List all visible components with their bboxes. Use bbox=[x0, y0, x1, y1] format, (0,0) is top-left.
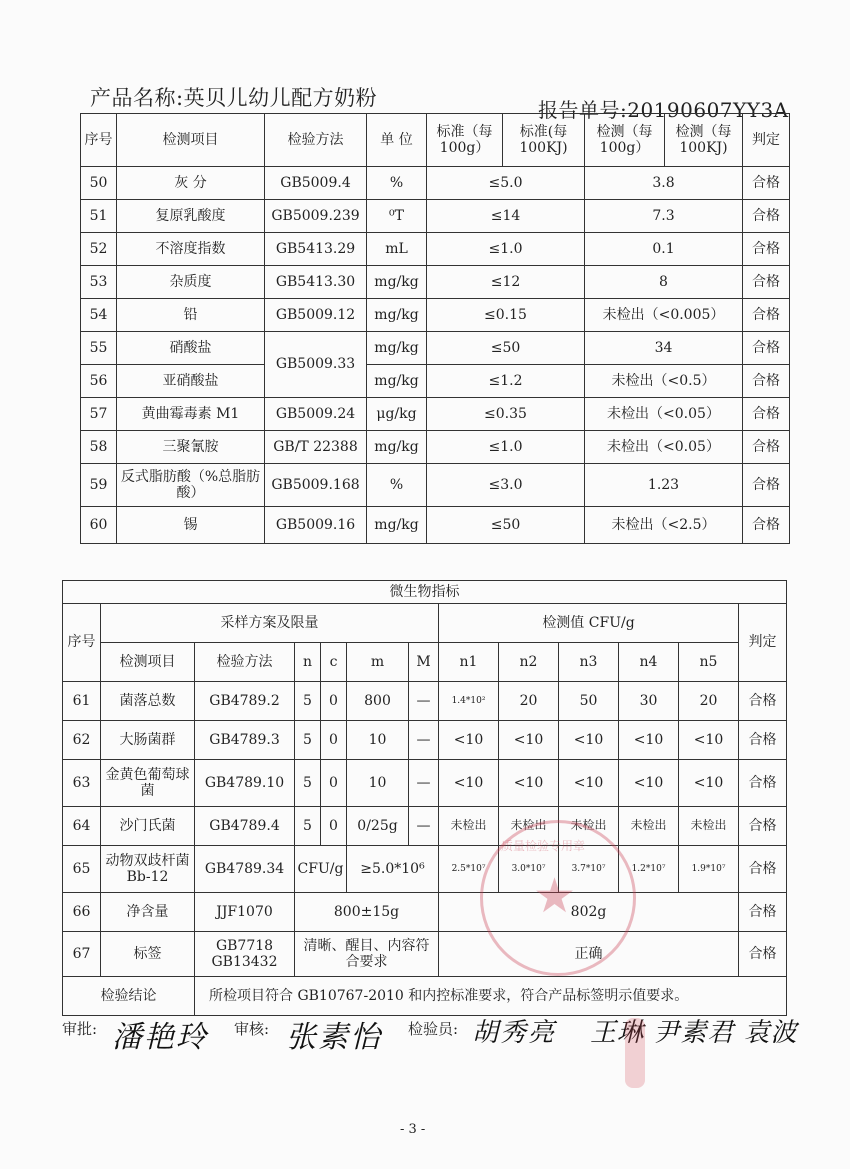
row-no: 64 bbox=[63, 807, 101, 846]
row-c: 0 bbox=[321, 807, 347, 846]
row-verdict: 合格 bbox=[743, 299, 790, 332]
row-method: GB4789.34 bbox=[195, 846, 295, 893]
row-std: ≤1.0 bbox=[427, 233, 585, 266]
row-verdict: 合格 bbox=[739, 760, 787, 807]
row-item: 动物双歧杆菌 Bb-12 bbox=[101, 846, 195, 893]
inspector-label: 检验员: bbox=[408, 1020, 459, 1038]
row-item: 反式脂肪酸（%总脂肪酸） bbox=[117, 464, 265, 507]
row-n5: 20 bbox=[679, 682, 739, 721]
result-header: 检测值 CFU/g bbox=[439, 604, 739, 643]
row-result: 未检出（<0.05） bbox=[585, 431, 743, 464]
sampling-header: 采样方案及限量 bbox=[101, 604, 439, 643]
col-no: 序号 bbox=[63, 604, 101, 682]
conclusion-text: 所检项目符合 GB10767-2010 和内控标准要求，符合产品标签明示值要求。 bbox=[195, 977, 787, 1016]
review-label: 审核: bbox=[234, 1020, 270, 1038]
row-std: ≤50 bbox=[427, 507, 585, 544]
row-no: 67 bbox=[63, 932, 101, 977]
row-std: ≤5.0 bbox=[427, 167, 585, 200]
row-verdict: 合格 bbox=[743, 167, 790, 200]
row-item: 亚硝酸盐 bbox=[117, 365, 265, 398]
row-M: — bbox=[409, 682, 439, 721]
row-unit: ⁰T bbox=[367, 200, 427, 233]
row-n5: <10 bbox=[679, 721, 739, 760]
table-row bbox=[81, 266, 790, 299]
row-n3: 3.7*10⁷ bbox=[559, 846, 619, 893]
row-unit: mg/kg bbox=[367, 507, 427, 544]
row-item: 菌落总数 bbox=[101, 682, 195, 721]
row-n3: 未检出 bbox=[559, 807, 619, 846]
row-no: 53 bbox=[81, 266, 117, 299]
conclusion-label: 检验结论 bbox=[63, 977, 195, 1016]
row-verdict: 合格 bbox=[743, 233, 790, 266]
col-c: c bbox=[321, 643, 347, 682]
conclusion-row bbox=[63, 977, 787, 1016]
inspector-signature: 胡秀亮 bbox=[472, 1018, 557, 1048]
row-verdict: 合格 bbox=[743, 365, 790, 398]
row-std: ≤1.0 bbox=[427, 431, 585, 464]
extra-signatures: 王琳 尹素君 袁波 bbox=[590, 1018, 798, 1048]
table-row bbox=[81, 233, 790, 266]
row-method: GB4789.4 bbox=[195, 807, 295, 846]
row-c: 0 bbox=[321, 682, 347, 721]
row-std: ≤50 bbox=[427, 332, 585, 365]
row-n3: <10 bbox=[559, 760, 619, 807]
row-n2: <10 bbox=[499, 721, 559, 760]
red-mark bbox=[625, 1018, 645, 1088]
row-n1: <10 bbox=[439, 721, 499, 760]
table-row bbox=[63, 932, 787, 977]
row-item: 硝酸盐 bbox=[117, 332, 265, 365]
row-c: 0 bbox=[321, 760, 347, 807]
row-no: 62 bbox=[63, 721, 101, 760]
col-item: 检测项目 bbox=[117, 114, 265, 167]
row-method: GB5009.4 bbox=[265, 167, 367, 200]
row-item: 黄曲霉毒素 M1 bbox=[117, 398, 265, 431]
report-number: 报告单号:20190607YY3A bbox=[538, 98, 789, 122]
table-row bbox=[63, 682, 787, 721]
row-no: 58 bbox=[81, 431, 117, 464]
row-no: 65 bbox=[63, 846, 101, 893]
row-std: ≤3.0 bbox=[427, 464, 585, 507]
col-result-100kj: 检测（每100KJ) bbox=[665, 114, 743, 167]
table-row bbox=[81, 431, 790, 464]
col-n: n bbox=[295, 643, 321, 682]
row-std: ≥5.0*10⁶ bbox=[347, 846, 439, 893]
row-no: 50 bbox=[81, 167, 117, 200]
row-std: ≤0.15 bbox=[427, 299, 585, 332]
row-n3: <10 bbox=[559, 721, 619, 760]
row-result: 未检出（<0.5） bbox=[585, 365, 743, 398]
row-verdict: 合格 bbox=[739, 682, 787, 721]
row-M: — bbox=[409, 807, 439, 846]
table-row bbox=[81, 464, 790, 507]
row-item: 铅 bbox=[117, 299, 265, 332]
row-m: 800 bbox=[347, 682, 409, 721]
row-n: 5 bbox=[295, 760, 321, 807]
col-n5: n5 bbox=[679, 643, 739, 682]
row-no: 51 bbox=[81, 200, 117, 233]
row-unit: mg/kg bbox=[367, 365, 427, 398]
row-item: 沙门氏菌 bbox=[101, 807, 195, 846]
row-verdict: 合格 bbox=[743, 398, 790, 431]
row-method: GB4789.2 bbox=[195, 682, 295, 721]
row-no: 61 bbox=[63, 682, 101, 721]
row-unit: % bbox=[367, 464, 427, 507]
row-result: 未检出（<2.5） bbox=[585, 507, 743, 544]
row-result: 3.8 bbox=[585, 167, 743, 200]
row-verdict: 合格 bbox=[739, 807, 787, 846]
row-item: 杂质度 bbox=[117, 266, 265, 299]
col-n2: n2 bbox=[499, 643, 559, 682]
row-method bbox=[195, 932, 295, 977]
row-no: 56 bbox=[81, 365, 117, 398]
row-unit: μg/kg bbox=[367, 398, 427, 431]
row-result: 未检出（<0.05） bbox=[585, 398, 743, 431]
table-row bbox=[63, 846, 787, 893]
row-item: 锡 bbox=[117, 507, 265, 544]
row-unit: mg/kg bbox=[367, 332, 427, 365]
row-method: GB/T 22388 bbox=[265, 431, 367, 464]
row-method: GB5413.29 bbox=[265, 233, 367, 266]
row-n4: 未检出 bbox=[619, 807, 679, 846]
col-verdict: 判定 bbox=[739, 604, 787, 682]
table-row bbox=[81, 200, 790, 233]
row-verdict: 合格 bbox=[743, 464, 790, 507]
row-verdict: 合格 bbox=[743, 431, 790, 464]
approve-signature: 潘艳玲 bbox=[112, 1020, 208, 1055]
col-n3: n3 bbox=[559, 643, 619, 682]
stamp-text: 质量检验专用章 bbox=[501, 839, 586, 853]
col-n1: n1 bbox=[439, 643, 499, 682]
method-line-1: GB7718 bbox=[215, 937, 274, 954]
row-unit: CFU/g bbox=[295, 846, 347, 893]
col-std-100kj: 标准(每100KJ) bbox=[503, 114, 585, 167]
table-row bbox=[81, 299, 790, 332]
row-std: ≤0.35 bbox=[427, 398, 585, 431]
inspection-stamp bbox=[480, 820, 636, 976]
row-n: 5 bbox=[295, 807, 321, 846]
row-m: 10 bbox=[347, 721, 409, 760]
method-line-2: GB13432 bbox=[211, 954, 278, 970]
row-verdict: 合格 bbox=[739, 721, 787, 760]
col-item: 检测项目 bbox=[101, 643, 195, 682]
row-method: GB5009.24 bbox=[265, 398, 367, 431]
col-n4: n4 bbox=[619, 643, 679, 682]
row-n1: 2.5*10⁷ bbox=[439, 846, 499, 893]
table-row bbox=[81, 167, 790, 200]
row-item: 净含量 bbox=[101, 893, 195, 932]
row-result: 1.23 bbox=[585, 464, 743, 507]
product-name: 产品名称:英贝儿幼儿配方奶粉 bbox=[90, 86, 378, 110]
row-item: 复原乳酸度 bbox=[117, 200, 265, 233]
row-no: 66 bbox=[63, 893, 101, 932]
col-std-100g: 标准（每100g） bbox=[427, 114, 503, 167]
row-n4: <10 bbox=[619, 721, 679, 760]
row-std: 800±15g bbox=[295, 893, 439, 932]
col-no: 序号 bbox=[81, 114, 117, 167]
row-no: 59 bbox=[81, 464, 117, 507]
col-unit: 单 位 bbox=[367, 114, 427, 167]
table1-header-row bbox=[81, 114, 790, 167]
row-no: 63 bbox=[63, 760, 101, 807]
row-item: 不溶度指数 bbox=[117, 233, 265, 266]
row-c: 0 bbox=[321, 721, 347, 760]
table-row bbox=[63, 721, 787, 760]
row-n1: <10 bbox=[439, 760, 499, 807]
row-no: 60 bbox=[81, 507, 117, 544]
row-n: 5 bbox=[295, 682, 321, 721]
row-no: 55 bbox=[81, 332, 117, 365]
row-method: GB5413.30 bbox=[265, 266, 367, 299]
chemical-test-table bbox=[80, 113, 790, 544]
row-method: GB4789.10 bbox=[195, 760, 295, 807]
col-M: M bbox=[409, 643, 439, 682]
row-result: 正确 bbox=[439, 932, 739, 977]
row-std: ≤14 bbox=[427, 200, 585, 233]
row-std: ≤1.2 bbox=[427, 365, 585, 398]
page-number: - 3 - bbox=[400, 1122, 426, 1137]
row-m: 0/25g bbox=[347, 807, 409, 846]
col-method: 检验方法 bbox=[195, 643, 295, 682]
row-n4: <10 bbox=[619, 760, 679, 807]
table-row bbox=[63, 893, 787, 932]
col-result-100g: 检测（每100g） bbox=[585, 114, 665, 167]
row-method: JJF1070 bbox=[195, 893, 295, 932]
row-unit: mL bbox=[367, 233, 427, 266]
row-unit: % bbox=[367, 167, 427, 200]
row-unit: mg/kg bbox=[367, 431, 427, 464]
row-verdict: 合格 bbox=[739, 893, 787, 932]
col-method: 检验方法 bbox=[265, 114, 367, 167]
microbial-title: 微生物指标 bbox=[63, 581, 787, 604]
row-result: 8 bbox=[585, 266, 743, 299]
row-item: 三聚氰胺 bbox=[117, 431, 265, 464]
row-n2: <10 bbox=[499, 760, 559, 807]
row-n4: 1.2*10⁷ bbox=[619, 846, 679, 893]
row-verdict: 合格 bbox=[743, 266, 790, 299]
row-no: 54 bbox=[81, 299, 117, 332]
row-unit: mg/kg bbox=[367, 299, 427, 332]
row-n5: 未检出 bbox=[679, 807, 739, 846]
row-method: GB5009.12 bbox=[265, 299, 367, 332]
row-result: 7.3 bbox=[585, 200, 743, 233]
row-verdict: 合格 bbox=[743, 332, 790, 365]
row-method: GB5009.33 bbox=[265, 332, 367, 398]
col-m: m bbox=[347, 643, 409, 682]
table-row bbox=[81, 507, 790, 544]
row-std: ≤12 bbox=[427, 266, 585, 299]
row-M: — bbox=[409, 760, 439, 807]
row-verdict: 合格 bbox=[739, 932, 787, 977]
star-icon: ★ bbox=[533, 868, 577, 924]
row-result: 0.1 bbox=[585, 233, 743, 266]
row-method: GB5009.239 bbox=[265, 200, 367, 233]
row-no: 57 bbox=[81, 398, 117, 431]
row-n2: 20 bbox=[499, 682, 559, 721]
row-verdict: 合格 bbox=[743, 507, 790, 544]
row-unit: mg/kg bbox=[367, 266, 427, 299]
microbial-test-table bbox=[62, 580, 787, 1016]
row-n3: 50 bbox=[559, 682, 619, 721]
row-method: GB4789.3 bbox=[195, 721, 295, 760]
col-verdict: 判定 bbox=[743, 114, 790, 167]
row-n: 5 bbox=[295, 721, 321, 760]
row-item: 标签 bbox=[101, 932, 195, 977]
row-M: — bbox=[409, 721, 439, 760]
table-row bbox=[81, 398, 790, 431]
row-method: GB5009.16 bbox=[265, 507, 367, 544]
row-no: 52 bbox=[81, 233, 117, 266]
row-item: 灰 分 bbox=[117, 167, 265, 200]
row-n5: 1.9*10⁷ bbox=[679, 846, 739, 893]
row-verdict: 合格 bbox=[739, 846, 787, 893]
row-verdict: 合格 bbox=[743, 200, 790, 233]
approve-label: 审批: bbox=[62, 1020, 98, 1038]
table-row bbox=[81, 332, 790, 365]
table-row bbox=[63, 807, 787, 846]
row-n4: 30 bbox=[619, 682, 679, 721]
row-method: GB5009.168 bbox=[265, 464, 367, 507]
row-n2: 3.0*10⁷ bbox=[499, 846, 559, 893]
review-signature: 张素怡 bbox=[286, 1020, 382, 1055]
row-n1: 1.4*10² bbox=[439, 682, 499, 721]
table-row bbox=[63, 760, 787, 807]
row-std: 清晰、醒目、内容符合要求 bbox=[295, 932, 439, 977]
row-result: 未检出（<0.005） bbox=[585, 299, 743, 332]
row-item: 大肠菌群 bbox=[101, 721, 195, 760]
row-n1: 未检出 bbox=[439, 807, 499, 846]
row-n2: 未检出 bbox=[499, 807, 559, 846]
row-item: 金黄色葡萄球菌 bbox=[101, 760, 195, 807]
row-result: 802g bbox=[439, 893, 739, 932]
row-result: 34 bbox=[585, 332, 743, 365]
row-n5: <10 bbox=[679, 760, 739, 807]
row-m: 10 bbox=[347, 760, 409, 807]
table-row bbox=[81, 365, 790, 398]
